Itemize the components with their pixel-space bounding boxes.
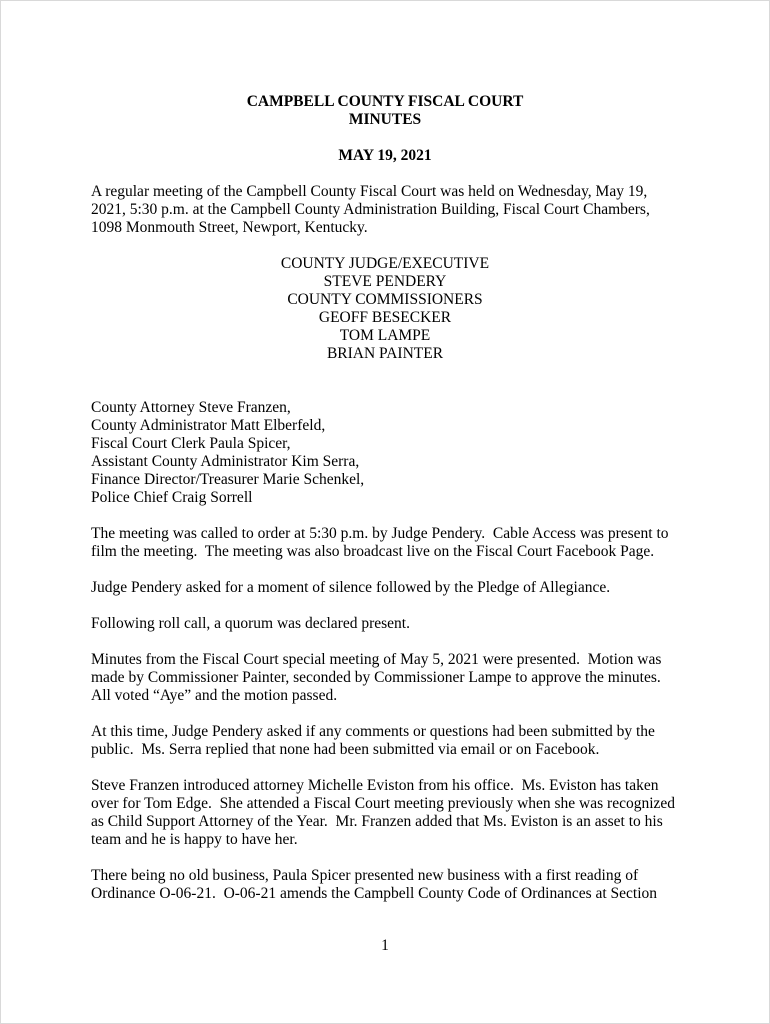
paragraph-4: Minutes from the Fiscal Court special meeting of May 5, 2021 were presented. Motion was made by Commissioner Painter, seconded by Commissioner Lampe to approve the minutes. All voted “Aye” and the motion passed.	[91, 651, 668, 704]
paragraph-3: Following roll call, a quorum was declared present.	[91, 615, 410, 632]
official-line-1: COUNTY JUDGE/EXECUTIVE	[280, 255, 490, 272]
paragraph-2: Judge Pendery asked for a moment of silence followed by the Pledge of Allegiance.	[91, 579, 611, 596]
attendee-line-1: County Attorney Steve Franzen,	[91, 399, 291, 416]
attendee-line-2: County Administrator Matt Elberfeld,	[91, 417, 326, 434]
paragraph-6: Steve Franzen introduced attorney Michelle Eviston from his office. Ms. Eviston has taken over for Tom Edge. She attended a Fiscal Court meeting previously when she was recognized as Child Support Attorney of the Year. Mr. Franzen added that Ms. Eviston is an asset to his team and he is happy to have her.	[91, 777, 679, 848]
title-block	[91, 93, 679, 129]
official-line-2: STEVE PENDERY	[323, 273, 447, 290]
officials-list	[91, 255, 679, 363]
paragraph-7: There being no old business, Paula Spicer presented new business with a first reading of Ordinance O-06-21. O-06-21 amends the Campbell County Code of Ordinances at Section	[91, 867, 658, 902]
paragraph-5: At this time, Judge Pendery asked if any comments or questions had been submitted by the public. Ms. Serra replied that none had been submitted via email or on Facebook.	[91, 723, 659, 758]
official-line-6: BRIAN PAINTER	[326, 345, 444, 362]
attendees-list	[91, 399, 679, 507]
official-line-3: COUNTY COMMISSIONERS	[287, 291, 483, 308]
official-line-5: TOM LAMPE	[339, 327, 431, 344]
intro-paragraph: A regular meeting of the Campbell County Fiscal Court was held on Wednesday, May 19, 2021, 5:30 p.m. at the Campbell County Administration Building, Fiscal Court Chambers, 1098 Monmouth Street, Newport, Kentucky.	[91, 183, 654, 236]
attendee-line-4: Assistant County Administrator Kim Serra,	[91, 453, 360, 470]
page-number: 1	[381, 937, 389, 954]
attendee-line-3: Fiscal Court Clerk Paula Spicer,	[91, 435, 291, 452]
paragraph-1: The meeting was called to order at 5:30 p.m. by Judge Pendery. Cable Access was present to film the meeting. The meeting was also broadcast live on the Fiscal Court Facebook Page.	[91, 525, 673, 560]
document-title: CAMPBELL COUNTY FISCAL COURT	[246, 93, 524, 110]
document-date: MAY 19, 2021	[338, 147, 432, 164]
attendee-line-6: Police Chief Craig Sorrell	[91, 489, 253, 506]
official-line-4: GEOFF BESECKER	[318, 309, 452, 326]
document-subtitle: MINUTES	[348, 111, 422, 128]
attendee-line-5: Finance Director/Treasurer Marie Schenkel,	[91, 471, 365, 488]
